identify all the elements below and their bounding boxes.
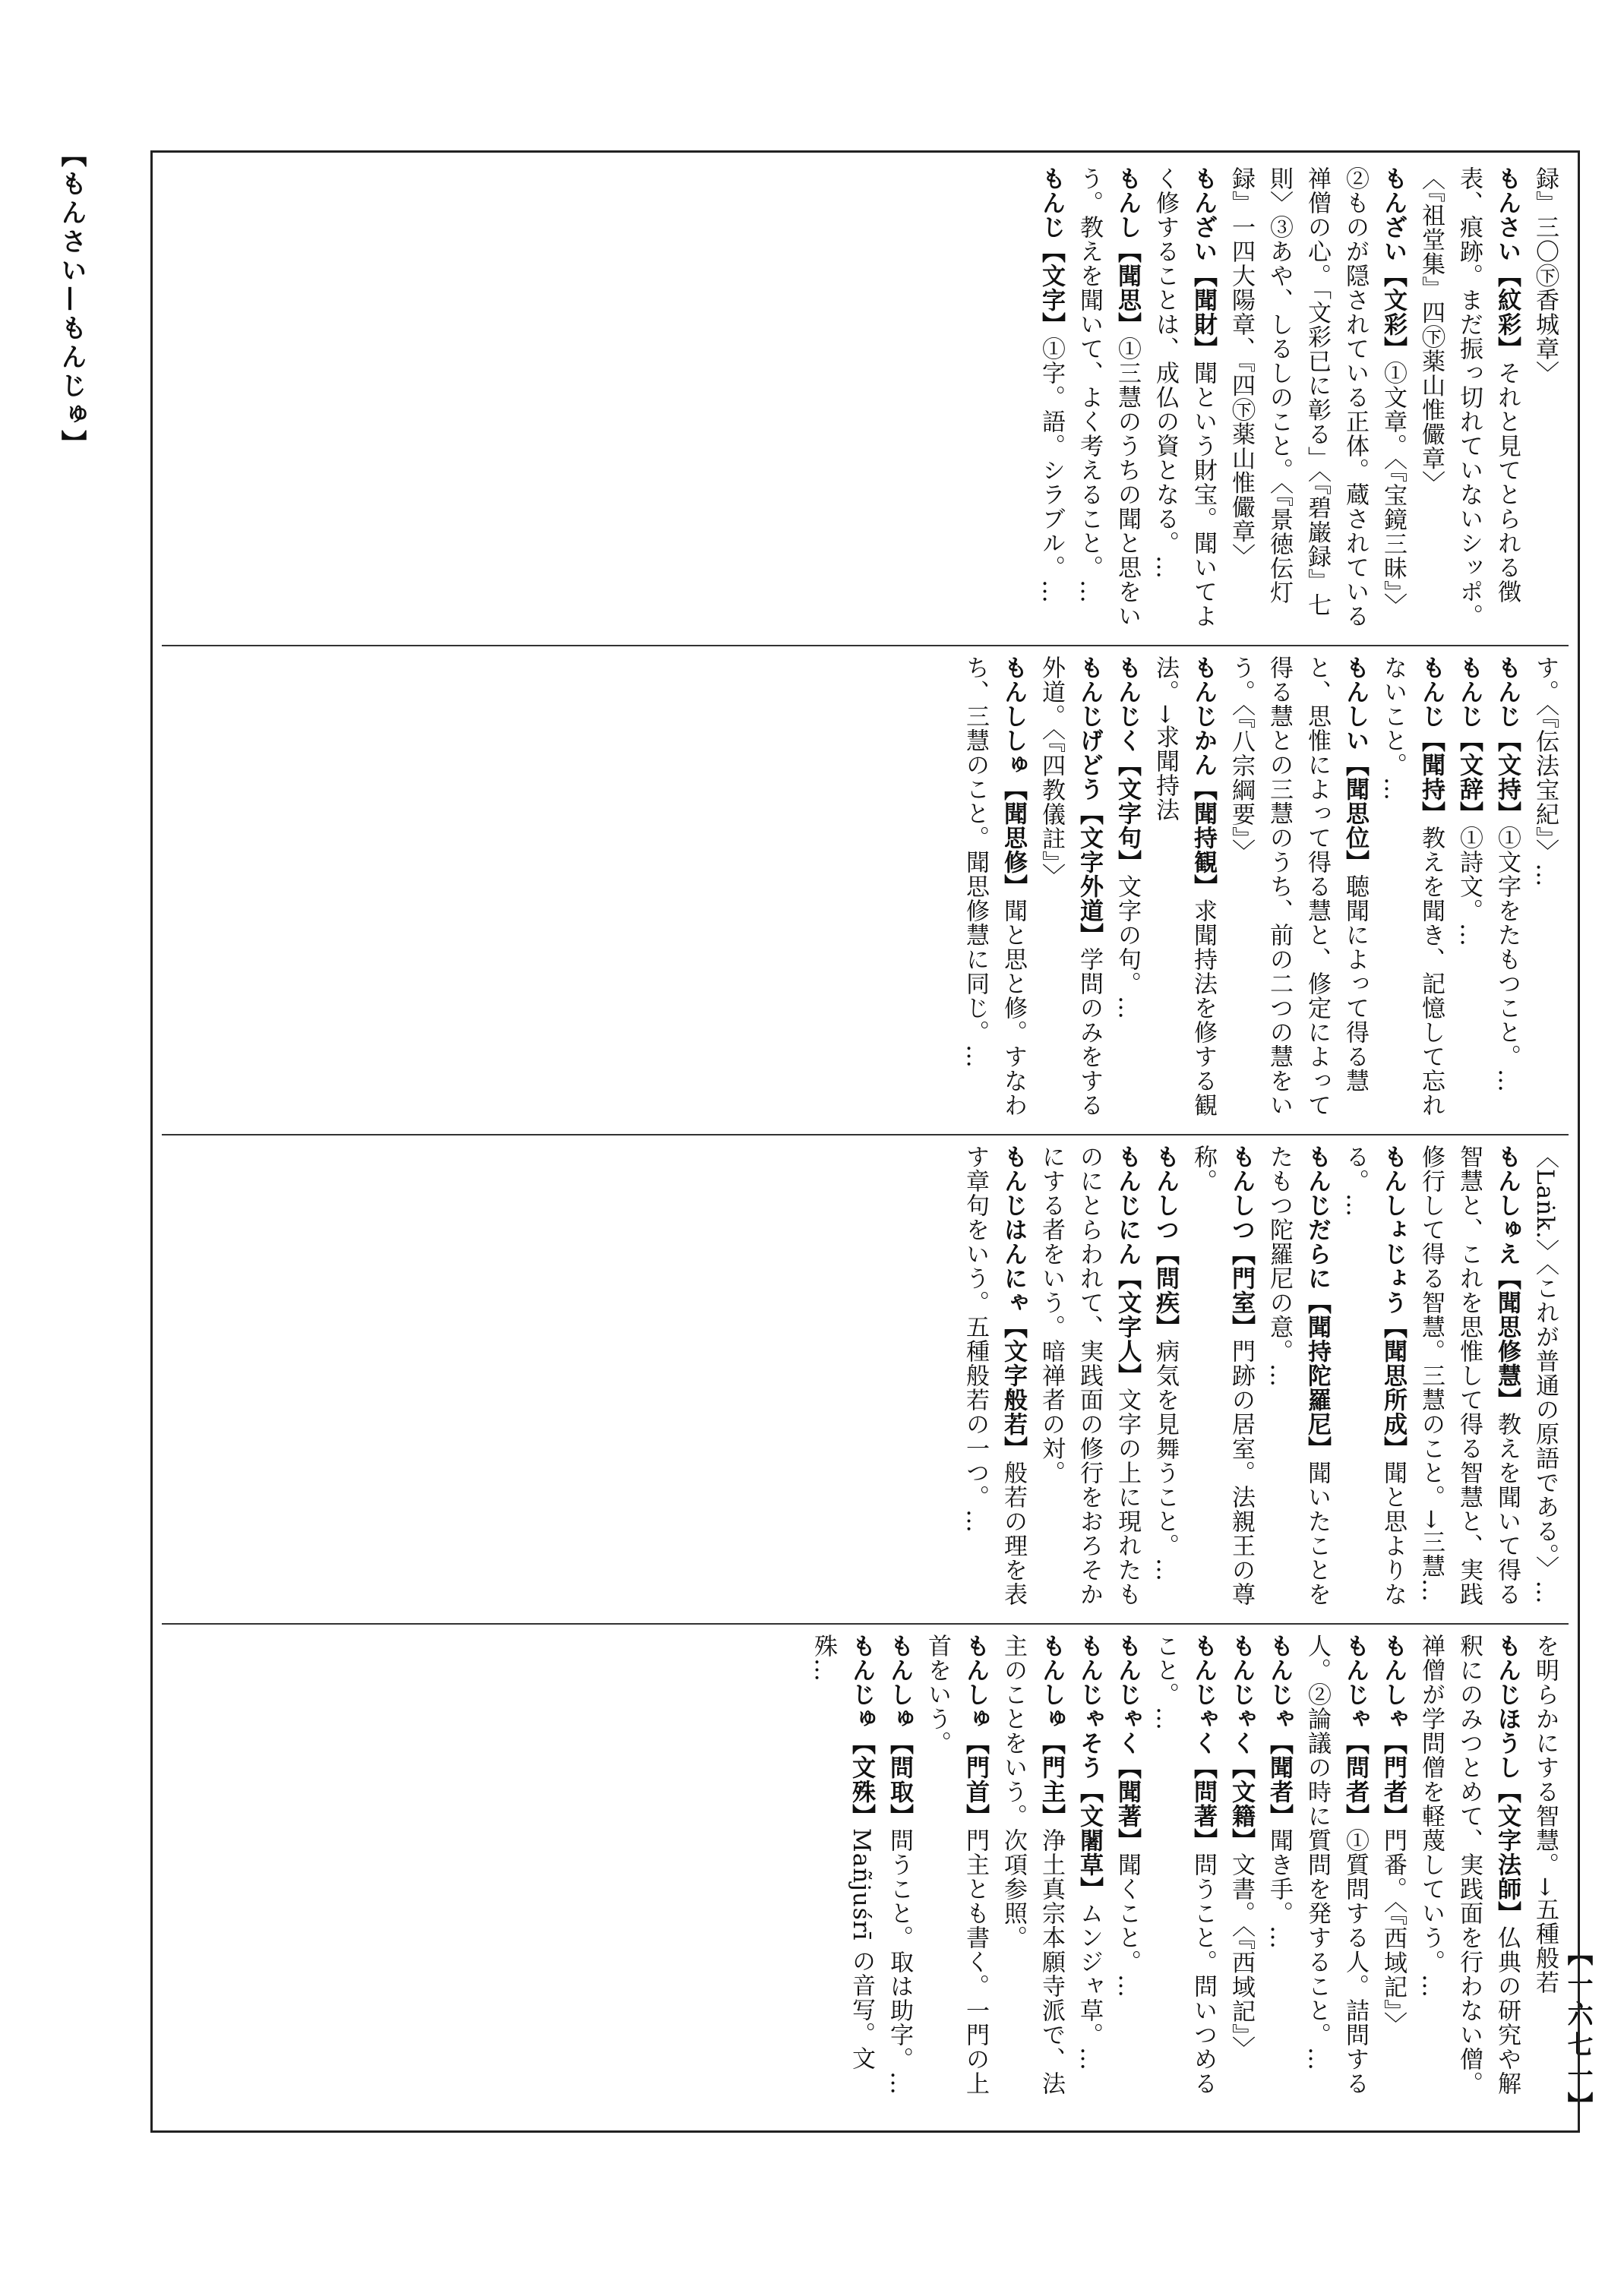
dictionary-entry (1146, 655, 1222, 1123)
dictionary-entry (1070, 1634, 1108, 2117)
entry-body: 病気を見舞うこと。… (1152, 1339, 1179, 1582)
dictionary-entry (1032, 1145, 1146, 1612)
dictionary-entry (1146, 166, 1222, 634)
dictionary-entry (956, 1145, 1032, 1612)
entry-headword: もんじげどう【文字外道】 (1076, 655, 1103, 947)
entry-headword: もんじ【聞持】 (1417, 655, 1445, 826)
tier-2 (166, 655, 1564, 1123)
dictionary-entry (1526, 1634, 1564, 2117)
dictionary-entry (1374, 1634, 1412, 2117)
entry-headword: もんじかん【聞持観】 (1190, 655, 1217, 899)
dictionary-entry (1260, 1145, 1336, 1612)
entry-headword: もんじゃく【問著】 (1190, 1634, 1217, 1852)
dictionary-entry (1108, 1634, 1146, 2117)
entry-body: 文字の句。… (1114, 874, 1141, 1020)
entry-body: 教えを聞いて得る智慧と、これを思惟して得る智慧と、実践修行して得る智慧。三慧のこと。→三慧… (1417, 1145, 1521, 1606)
tier-divider (162, 645, 1569, 646)
page-number: 【一六七一】 (1562, 1940, 1593, 2122)
entry-body: 聴聞によって得る慧と、思惟によって得る慧と、修定によって得る慧との三慧のうち、前の二つの慧をいう。〈『八宗綱要』〉 (1227, 655, 1369, 1117)
entry-body: それと見てとられる徴表、痕跡。まだ振っ切れていないシッポ。〈『祖堂集』四㊦薬山惟儼章〉 (1417, 166, 1521, 628)
entry-headword: もんじだらに【聞持陀羅尼】 (1303, 1145, 1331, 1461)
dictionary-entry (1108, 655, 1146, 1123)
dictionary-entry (956, 655, 1032, 1123)
entry-headword: もんじほうし【文字法師】 (1493, 1634, 1521, 1925)
entry-body: 文書。〈『西域記』〉 (1227, 1852, 1255, 2061)
dictionary-entry (1526, 166, 1564, 634)
entry-headword: もんじ【文持】 (1493, 655, 1521, 826)
dictionary-entry (880, 1634, 918, 2117)
tier-divider (162, 1623, 1569, 1625)
entry-body: 学問のみをする外道。〈『四教儀註』〉 (1038, 655, 1103, 1117)
entry-headword: もんしゅえ【聞思修慧】 (1493, 1145, 1521, 1412)
entry-headword: もんさい【紋彩】 (1493, 166, 1521, 361)
dictionary-entry (1222, 655, 1374, 1123)
dictionary-entry (994, 1634, 1070, 2117)
dictionary-entry (1222, 166, 1412, 634)
entry-body: ①字。語。シラブル。… (1038, 336, 1065, 604)
dictionary-entry (1526, 1145, 1564, 1612)
entry-body: 仏典の研究や解釈にのみつとめて、実践面を行わない僧。禅僧が学問僧を軽蔑していう。… (1417, 1634, 1521, 2096)
entry-headword: もんじゃ【問者】 (1341, 1634, 1369, 1828)
tier-3 (166, 1145, 1564, 1612)
dictionary-entry (804, 1634, 880, 2117)
entry-body: 聞と思よりなる。… (1341, 1145, 1407, 1606)
entry-body: 門跡の居室。法親王の尊称。 (1190, 1145, 1255, 1606)
entry-headword: もんし【聞思】 (1114, 166, 1141, 336)
entry-body: ①詩文。… (1455, 826, 1483, 947)
tier-4 (166, 1634, 1564, 2117)
entry-body: ①文字をたもつこと。… (1493, 826, 1521, 1093)
entry-headword: もんしつ【門室】 (1227, 1145, 1255, 1339)
entry-headword: もんじゅ【文殊】 (848, 1634, 875, 1828)
dictionary-entry (1336, 1145, 1412, 1612)
tier-divider (162, 1134, 1569, 1135)
entry-headword: もんしゅ【門首】 (962, 1634, 989, 1828)
entry-headword: もんざい【聞財】 (1190, 166, 1217, 361)
entry-headword: もんじく【文字句】 (1114, 655, 1141, 874)
entry-body: 聞き手。… (1265, 1828, 1293, 1950)
entry-body: 求聞持法を修する観法。→求聞持法 (1152, 655, 1217, 1117)
dictionary-entry (1184, 1145, 1260, 1612)
entry-body: Mañjuśrī の音写。文殊… (810, 1634, 875, 2071)
entry-body: す。〈『伝法宝紀』〉… (1531, 655, 1559, 888)
entry-body: ①文章。〈『宝鏡三昧』〉②ものが隠されている正体。蔵されている禅僧の心。「文彩已に彰る」〈『碧巌録』七則〉③あや、しるしのこと。〈『景徳伝灯録』一四大陽章、『四㊦薬山惟儼章〉 (1227, 166, 1407, 628)
entry-body: 般若の理を表す章句をいう。五種般若の一つ。… (962, 1145, 1027, 1606)
entry-headword: もんじゃく【文籍】 (1227, 1634, 1255, 1852)
dictionary-entry (1450, 655, 1488, 1123)
entry-body: を明らかにする智慧。→五種般若 (1531, 1634, 1559, 1994)
dictionary-entry (918, 1634, 994, 2117)
dictionary-entry (1526, 655, 1564, 1123)
entry-body: 録』三〇㊦香城章〉 (1531, 166, 1559, 385)
entry-headword: もんじにん【文字人】 (1114, 1145, 1141, 1388)
entry-body: 文字の上に現れたものにとらわれて、実践面の修行をおろそかにする者をいう。暗禅者の対。 (1038, 1145, 1141, 1606)
entry-headword: もんじゃ【聞者】 (1265, 1634, 1293, 1828)
entry-body: 問うこと。取は助字。… (886, 1828, 913, 2096)
entry-body: ムンジャ草。… (1076, 1901, 1103, 2071)
entry-body: ①三慧のうちの聞と思をいう。教えを聞いて、よく考えること。… (1076, 166, 1141, 628)
dictionary-entry (1488, 655, 1526, 1123)
entry-headword: もんじゃそう【文闍草】 (1076, 1634, 1103, 1901)
entry-body: 門番。〈『西域記』〉 (1379, 1828, 1407, 2036)
dictionary-entry (1374, 655, 1450, 1123)
entry-headword: もんじ【文辞】 (1455, 655, 1483, 826)
entry-headword: もんじ【文字】 (1038, 166, 1065, 336)
entry-body: 聞と思と修。すなわち、三慧のこと。聞思修慧に同じ。… (962, 655, 1027, 1117)
dictionary-page-frame (150, 150, 1580, 2133)
entry-body: 門主とも書く。一門の上首をいう。 (924, 1634, 989, 2096)
entry-body: 〈Laṅk.〉〈これが普通の原語である。〉… (1531, 1145, 1559, 1605)
entry-headword: もんざい【文彩】 (1379, 166, 1407, 361)
entry-headword: もんししゅ【聞思修】 (1000, 655, 1027, 899)
entry-body: 聞くこと。… (1114, 1852, 1141, 1998)
entry-headword: もんじはんにゃ【文字般若】 (1000, 1145, 1027, 1461)
entry-headword: もんしい【聞思位】 (1341, 655, 1369, 874)
dictionary-entry (1070, 166, 1146, 634)
entry-body: ①質問する人。詰問する人。②論議の時に質問を発すること。… (1303, 1634, 1369, 2096)
entry-headword: もんじゃく【聞著】 (1114, 1634, 1141, 1852)
dictionary-entry (1412, 1634, 1526, 2117)
tier-1 (166, 166, 1564, 634)
entry-body: 浄土真宗本願寺派で、法主のことをいう。次項参照。 (1000, 1634, 1065, 2096)
dictionary-entry (1146, 1634, 1222, 2117)
entry-body: 聞という財宝。聞いてよく修することは、成仏の資となる。… (1152, 166, 1217, 628)
dictionary-entry (1032, 655, 1108, 1123)
entry-headword: もんしゅ【問取】 (886, 1634, 913, 1828)
dictionary-entry (1412, 1145, 1526, 1612)
entry-body: 問うこと。問いつめること。… (1152, 1634, 1217, 2096)
entry-headword: もんしつ【問疾】 (1152, 1145, 1179, 1339)
dictionary-entry (1146, 1145, 1184, 1612)
dictionary-entry (1260, 1634, 1298, 2117)
dictionary-entry (1412, 166, 1526, 634)
running-head: 【もんさい—もんじゅ】 (56, 141, 87, 459)
entry-headword: もんしゅ【門主】 (1038, 1634, 1065, 1828)
dictionary-entry (1222, 1634, 1260, 2117)
entry-headword: もんしょじょう【聞思所成】 (1379, 1145, 1407, 1461)
entry-body: 聞いたことをたもつ陀羅尼の意。… (1265, 1145, 1331, 1606)
entry-body: 教えを聞き、記憶して忘れないこと。… (1379, 655, 1445, 1117)
dictionary-entry (1032, 166, 1070, 634)
entry-headword: もんしゃ【門者】 (1379, 1634, 1407, 1828)
dictionary-entry (1298, 1634, 1374, 2117)
